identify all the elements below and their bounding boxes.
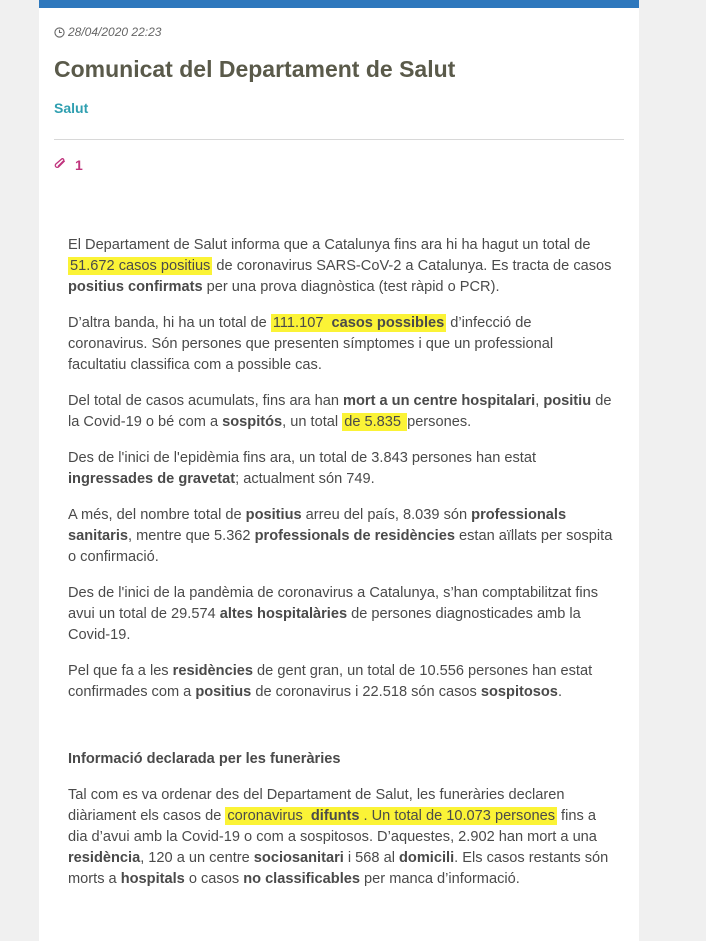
body-paragraph-final [68,785,613,890]
bold-text: residència [68,850,141,866]
bold-text: positius [195,684,252,700]
text-run: d’infecció de coronavirus. Són persones que presenten símptomes i que un professional facultatiu classifica com a possible cas. [68,315,554,373]
highlighted-text: de 5.835 [344,414,406,430]
body-paragraph [68,448,613,490]
text-run: , un total [282,414,343,430]
text-run: per una prova diagnòstica (test ràpid o PCR). [202,279,500,295]
text-run: , [535,393,544,409]
text-run: estan aïllats per sospita o confirmació. [68,528,613,565]
category-tag-link[interactable]: Salut [54,100,89,116]
text-run: per manca d’informació. [360,871,520,887]
bold-text: domicili [399,850,455,866]
section-heading: Informació declarada per les funeràries [68,751,341,767]
text-run: arreu del país, 8.039 són [301,507,472,523]
bold-text: residències [172,663,253,679]
highlighted-text: coronavirus [227,808,307,824]
text-run: i 568 al [343,850,399,866]
highlighted-text: 51.672 casos positius [70,258,211,274]
bold-text: professionals de residències [254,528,455,544]
paperclip-icon [54,157,69,173]
divider [54,139,624,140]
bold-text: difunts [310,808,360,824]
text-run: Pel que fa a les [68,663,173,679]
text-run: , mentre que 5.362 [128,528,255,544]
attachments-count: 1 [75,157,83,173]
bold-text: no classificables [243,871,360,887]
body-paragraph [68,661,613,703]
bold-text: positius [245,507,302,523]
article-meta [54,25,161,39]
article-card [39,0,639,941]
article-body [68,235,613,905]
body-paragraph [68,313,613,376]
text-run: Tal com es va ordenar des del Departament de Salut, les funeràries declaren diàriament els casos de [68,787,565,824]
text-run: persones. [407,414,472,430]
text-run: de la Covid-19 o bé com a [68,393,612,430]
page-title: Comunicat del Departament de Salut [54,56,456,82]
bold-text: altes hospitalàries [219,606,348,622]
bold-text: positius confirmats [68,279,203,295]
bold-text: sospitosos [480,684,558,700]
bold-text: casos possibles [331,315,445,331]
bold-text: sociosanitari [253,850,344,866]
text-run: . [557,684,562,700]
bold-text: hospitals [120,871,185,887]
text-run: o casos [184,871,244,887]
text-run: de coronavirus i 22.518 són casos [251,684,481,700]
text-run: ; actualment són 749. [235,471,375,487]
highlighted-text: . Un total de 10.073 persones [363,808,555,824]
bold-text: professionals sanitaris [68,507,567,544]
article-date: 28/04/2020 22:23 [68,25,162,39]
text-run: El Departament de Salut informa que a Catalunya fins ara hi ha hagut un total de [68,237,591,253]
attachments-link[interactable] [54,157,83,173]
text-run: Des de l'inici de l'epidèmia fins ara, un total de 3.843 persones han estat [68,450,536,466]
bold-text: positiu [543,393,592,409]
clock-icon [54,27,65,38]
bold-text: ingressades de gravetat [68,471,236,487]
text-run: Del total de casos acumulats, fins ara han [68,393,343,409]
text-run: Des de l'inici de la pandèmia de coronavirus a Catalunya, s’han comptabilitzat fins avui un total de 29.574 [68,585,599,622]
text-run: fins a dia d’avui amb la Covid-19 o com a sospitosos. D’aquestes, 2.902 han mort a una [68,808,597,845]
text-run: de gent gran, un total de 10.556 persones han estat confirmades com a [68,663,593,700]
body-paragraph [68,235,613,298]
bold-text: mort a un centre hospitalari [343,393,536,409]
text-run: , 120 a un centre [140,850,254,866]
highlighted-text: 111.107 [272,315,328,331]
text-run: de coronavirus SARS-CoV-2 a Catalunya. Es tracta de casos [212,258,612,274]
text-run: de persones diagnosticades amb la Covid-19. [68,606,581,643]
body-paragraph [68,505,613,568]
body-paragraph [68,391,613,433]
bold-text: sospitós [222,414,283,430]
body-paragraph [68,583,613,646]
text-run: . Els casos restants són morts a [68,850,609,887]
text-run: D’altra banda, hi ha un total de [68,315,271,331]
text-run: A més, del nombre total de [68,507,246,523]
